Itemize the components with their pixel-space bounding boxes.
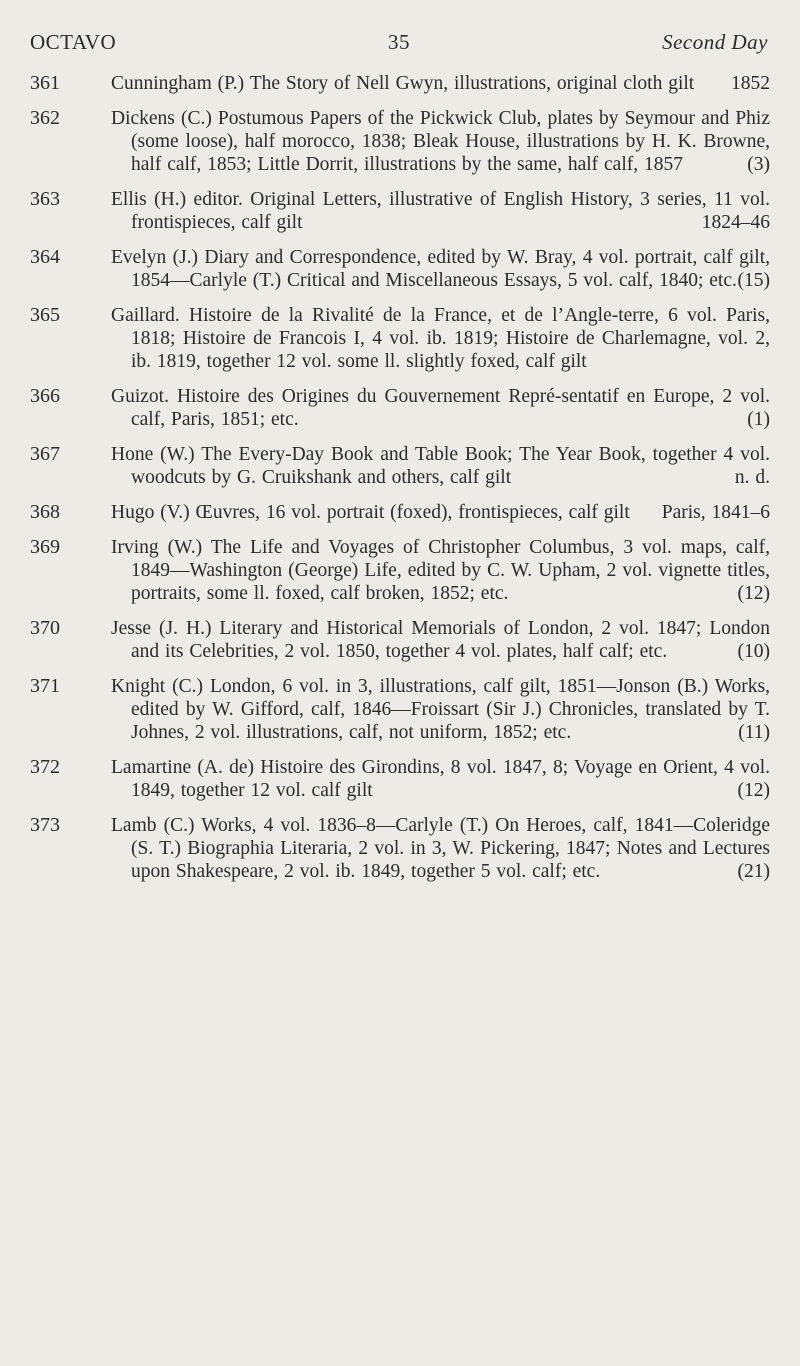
lot-number: 372 — [30, 756, 60, 778]
lot-quantity: n. d. — [734, 467, 770, 488]
lot-number: 373 — [30, 814, 60, 836]
lot-quantity: (12) — [737, 780, 770, 801]
lot-number: 362 — [30, 107, 60, 129]
lot-list — [30, 72, 770, 895]
page-header — [30, 30, 768, 58]
lot-number: 366 — [30, 385, 60, 407]
lot-quantity: (10) — [737, 641, 770, 662]
lot-description: Ellis (H.) editor. Original Letters, illustrative of English History, 3 series, 11 vol. frontispieces, calf gilt — [111, 189, 770, 233]
lot-number: 370 — [30, 617, 60, 639]
lot-entry — [30, 304, 770, 373]
lot-quantity: (1) — [747, 409, 770, 430]
lot-entry — [30, 501, 770, 524]
lot-entry — [30, 617, 770, 663]
lot-entry — [30, 756, 770, 802]
lot-description: Knight (C.) London, 6 vol. in 3, illustrations, calf gilt, 1851—Jonson (B.) Works, edited by W. Gifford, calf, 1846—Froissart (Sir J.) Chronicles, translated by T. Johnes, 2 vol. illustrations, calf, not uniform, 1852; etc. — [111, 676, 770, 743]
lot-entry — [30, 107, 770, 176]
lot-number: 368 — [30, 501, 60, 523]
lot-quantity: 1824–46 — [701, 212, 770, 233]
lot-entry — [30, 536, 770, 605]
page-number: 35 — [388, 30, 410, 54]
lot-description: Dickens (C.) Postumous Papers of the Pickwick Club, plates by Seymour and Phiz (some loose), half morocco, 1838; Bleak House, illustrations by H. K. Browne, half calf, 1853; Little Dorrit, illustrations by the same, half calf, 1857 — [111, 108, 770, 175]
lot-description: Irving (W.) The Life and Voyages of Christopher Columbus, 3 vol. maps, calf, 1849—Washington (George) Life, edited by C. W. Upham, 2 vol. vignette titles, portraits, some ll. foxed, calf broken, 1852; etc. — [111, 537, 770, 604]
lot-description: Hone (W.) The Every-Day Book and Table Book; The Year Book, together 4 vol. woodcuts by G. Cruikshank and others, calf gilt — [111, 444, 770, 488]
lot-entry — [30, 385, 770, 431]
lot-quantity: (15) — [737, 270, 770, 291]
lot-number: 365 — [30, 304, 60, 326]
lot-description: Lamartine (A. de) Histoire des Girondins, 8 vol. 1847, 8; Voyage en Orient, 4 vol. 1849, together 12 vol. calf gilt — [111, 757, 770, 801]
lot-quantity: (3) — [747, 154, 770, 175]
lot-quantity: Paris, 1841–6 — [661, 502, 770, 523]
lot-quantity: (21) — [737, 861, 770, 882]
lot-entry — [30, 675, 770, 744]
lot-number: 369 — [30, 536, 60, 558]
lot-quantity: 1852 — [731, 73, 770, 94]
lot-entry — [30, 188, 770, 234]
lot-description: Guizot. Histoire des Origines du Gouvernement Repré-sentatif en Europe, 2 vol. calf, Paris, 1851; etc. — [111, 386, 770, 430]
lot-description: Cunningham (P.) The Story of Nell Gwyn, illustrations, original cloth gilt — [111, 73, 695, 94]
lot-quantity: (11) — [738, 722, 770, 743]
lot-description: Evelyn (J.) Diary and Correspondence, edited by W. Bray, 4 vol. portrait, calf gilt, 1854—Carlyle (T.) Critical and Miscellaneous Essays, 5 vol. calf, 1840; etc. — [111, 247, 770, 291]
lot-number: 367 — [30, 443, 60, 465]
header-sale-day: Second Day — [662, 30, 768, 54]
lot-quantity: (12) — [737, 583, 770, 604]
lot-entry — [30, 72, 770, 95]
lot-number: 361 — [30, 72, 60, 94]
lot-description: Jesse (J. H.) Literary and Historical Memorials of London, 2 vol. 1847; London and its Celebrities, 2 vol. 1850, together 4 vol. plates, half calf; etc. — [111, 618, 770, 662]
lot-entry — [30, 443, 770, 489]
lot-entry — [30, 814, 770, 883]
lot-number: 364 — [30, 246, 60, 268]
lot-description: Gaillard. Histoire de la Rivalité de la France, et de l’Angle-terre, 6 vol. Paris, 1818; Histoire de Francois I, 4 vol. ib. 1819; Histoire de Charlemagne, vol. 2, ib. 1819, together 12 vol. some ll. slightly foxed, calf gilt — [111, 305, 770, 372]
lot-number: 371 — [30, 675, 60, 697]
lot-description: Hugo (V.) Œuvres, 16 vol. portrait (foxed), frontispieces, calf gilt — [111, 502, 630, 523]
lot-entry — [30, 246, 770, 292]
lot-number: 363 — [30, 188, 60, 210]
lot-description: Lamb (C.) Works, 4 vol. 1836–8—Carlyle (T.) On Heroes, calf, 1841—Coleridge (S. T.) Biographia Literaria, 2 vol. in 3, W. Pickering, 1847; Notes and Lectures upon Shakespeare, 2 vol. ib. 1849, together 5 vol. calf; etc. — [111, 815, 770, 882]
header-format: OCTAVO — [30, 30, 117, 54]
